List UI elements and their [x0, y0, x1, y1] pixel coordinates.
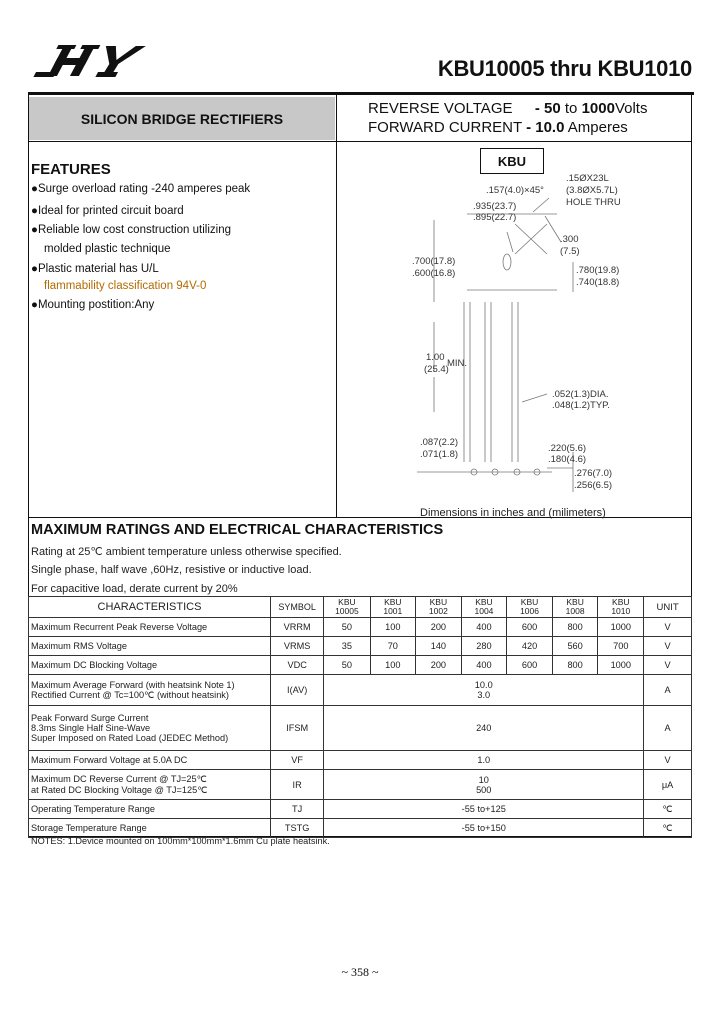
forward-current-label: FORWARD CURRENT	[368, 119, 522, 136]
row-value: 100	[370, 656, 416, 675]
dim-body-min: .740(18.8)	[576, 277, 620, 288]
row-value: 140	[416, 637, 462, 656]
dim-lead-length: 1.00	[426, 352, 445, 363]
avg-forward-without-heatsink: 3.0	[477, 690, 491, 700]
reverse-voltage-line	[368, 99, 647, 118]
row-value: 1000	[598, 656, 644, 675]
row-value: 1.0	[324, 751, 644, 770]
table-row	[29, 656, 692, 675]
reverse-voltage-label: REVERSE VOLTAGE	[368, 100, 513, 117]
row-unit: V	[644, 751, 692, 770]
row-characteristic: Maximum RMS Voltage	[29, 637, 271, 656]
forward-current-line	[368, 118, 647, 137]
row-unit: ℃	[644, 800, 692, 819]
row-unit: A	[644, 675, 692, 706]
table-row	[29, 675, 692, 706]
row-characteristic: Storage Temperature Range	[29, 819, 271, 838]
rating-note: Rating at 25℃ ambient temperature unless otherwise specified.	[31, 546, 342, 558]
row-characteristic	[29, 770, 271, 800]
feature-item: ●Reliable low cost construction utilizing	[31, 224, 231, 236]
row-value: 240	[324, 706, 644, 751]
row-value: 400	[461, 618, 507, 637]
row-symbol: TSTG	[271, 819, 324, 838]
dim-pitch-in: .300	[560, 234, 579, 245]
row-value: 400	[461, 656, 507, 675]
rv-from: 50	[544, 100, 561, 117]
rating-note: Single phase, half wave ,60Hz, resistive or inductive load.	[31, 564, 312, 576]
header-part: KBU 1010	[598, 597, 644, 618]
dim-chamfer: .157(4.0)×45°	[486, 185, 544, 196]
row-symbol: VRMS	[271, 637, 324, 656]
header-part: KBU 1006	[507, 597, 553, 618]
row-value: 560	[552, 637, 598, 656]
row-value: 600	[507, 656, 553, 675]
dim-hole-c: HOLE THRU	[566, 197, 621, 208]
dim-lead-dia-max: .052(1.3)DIA.	[552, 389, 609, 400]
row-value: 50	[324, 618, 370, 637]
row-characteristic: Maximum DC Blocking Voltage	[29, 656, 271, 675]
page-number: ~ 358 ~	[341, 965, 379, 979]
table-row	[29, 819, 692, 838]
dim-spacing-min: .180(4.6)	[548, 454, 587, 465]
row-value: 200	[416, 656, 462, 675]
row-value: 50	[324, 656, 370, 675]
row-value: 200	[416, 618, 462, 637]
dim-width-min: .895(22.7)	[473, 212, 517, 223]
row-value: -55 to+150	[324, 819, 644, 838]
row-value: -55 to+125	[324, 800, 644, 819]
fc-value: 10.0	[535, 119, 565, 136]
summary-divider	[28, 141, 692, 142]
row-unit: ℃	[644, 819, 692, 838]
row-characteristic: Maximum Forward Voltage at 5.0A DC	[29, 751, 271, 770]
dim-lead-dia-min: .048(1.2)TYP.	[552, 400, 610, 411]
row-symbol: TJ	[271, 800, 324, 819]
surge-line-3: Super Imposed on Rated Load (JEDEC Method)	[31, 733, 229, 743]
row-unit: μA	[644, 770, 692, 800]
dim-edge-min: .256(6.5)	[574, 480, 613, 491]
row-symbol: VDC	[271, 656, 324, 675]
surge-line-1: Peak Forward Surge Current	[31, 713, 149, 723]
row-characteristic	[29, 706, 271, 751]
dim-offset-max: .087(2.2)	[420, 437, 459, 448]
table-row	[29, 751, 692, 770]
header-unit: UNIT	[644, 597, 692, 618]
row-characteristic: Maximum Recurrent Peak Reverse Voltage	[29, 618, 271, 637]
row-symbol: I(AV)	[271, 675, 324, 706]
header-part: KBU 1004	[461, 597, 507, 618]
dim-hole-a: .15ØX23L	[566, 173, 609, 184]
dim-body-max: .780(19.8)	[576, 265, 620, 276]
table-row	[29, 618, 692, 637]
row-value	[324, 675, 644, 706]
header-part: KBU 10005	[324, 597, 370, 618]
header-characteristics: CHARACTERISTICS	[29, 597, 271, 618]
dim-offset-min: .071(1.8)	[420, 449, 459, 460]
row-characteristic	[29, 675, 271, 706]
fc-dash: -	[526, 119, 532, 136]
row-value: 280	[461, 637, 507, 656]
features-title: FEATURES	[31, 161, 111, 178]
dim-width-max: .935(23.7)	[473, 201, 517, 212]
reverse-current-line-2: at Rated DC Blocking Voltage @ TJ=125℃	[31, 784, 208, 795]
rating-note: For capacitive load, derate current by 20%	[31, 583, 238, 595]
package-label: KBU	[480, 148, 544, 174]
dimension-caption: Dimensions in inches and (milimeters)	[420, 507, 606, 519]
reverse-current-125c: 500	[476, 784, 492, 795]
reverse-current-line-1: Maximum DC Reverse Current @ TJ=25℃	[31, 773, 207, 784]
dim-lead-length-mm: (25.4)	[424, 364, 449, 375]
dim-edge-max: .276(7.0)	[574, 468, 613, 479]
row-value: 100	[370, 618, 416, 637]
row-value: 70	[370, 637, 416, 656]
table-header-row	[29, 597, 692, 618]
reverse-current-25c: 10	[478, 774, 489, 785]
dim-height-max: .700(17.8)	[412, 256, 456, 267]
product-category: SILICON BRIDGE RECTIFIERS	[29, 97, 335, 140]
header-part: KBU 1008	[552, 597, 598, 618]
row-value: 420	[507, 637, 553, 656]
feature-item: ●Plastic material has U/L	[31, 263, 159, 275]
feature-item: ●Mounting postition:Any	[31, 299, 155, 311]
dim-height-min: .600(16.8)	[412, 268, 456, 279]
table-row	[29, 706, 692, 751]
row-unit: A	[644, 706, 692, 751]
ratings-table	[28, 596, 692, 838]
row-value: 600	[507, 618, 553, 637]
row-value	[324, 770, 644, 800]
row-value: 1000	[598, 618, 644, 637]
row-unit: V	[644, 656, 692, 675]
row-unit: V	[644, 618, 692, 637]
table-row	[29, 637, 692, 656]
ratings-title: MAXIMUM RATINGS AND ELECTRICAL CHARACTERISTICS	[31, 522, 444, 538]
avg-forward-with-heatsink: 10.0	[474, 680, 493, 690]
dim-pitch-mm: (7.5)	[560, 246, 580, 257]
header-symbol: SYMBOL	[271, 597, 324, 618]
package-outline-drawing	[337, 172, 691, 512]
dim-hole-b: (3.8ØX5.7L)	[566, 185, 618, 196]
row-value: 35	[324, 637, 370, 656]
row-symbol: VF	[271, 751, 324, 770]
dim-spacing-max: .220(5.6)	[548, 443, 587, 454]
avg-forward-line-1: Maximum Average Forward (with heatsink Note 1)	[31, 679, 235, 690]
row-unit: V	[644, 637, 692, 656]
feature-item: ●Ideal for printed circuit board	[31, 205, 184, 217]
dim-lead-min: MIN.	[447, 358, 468, 369]
row-symbol: IFSM	[271, 706, 324, 751]
table-row	[29, 770, 692, 800]
voltage-current-summary	[368, 99, 647, 137]
row-symbol: IR	[271, 770, 324, 800]
avg-forward-line-2: Rectified Current @ Tc=100℃ (without heatsink)	[31, 689, 229, 700]
table-row	[29, 800, 692, 819]
footnote: NOTES: 1.Device mounted on 100mm*100mm*1.6mm Cu plate heatsink.	[31, 836, 330, 846]
hy-logo	[30, 42, 160, 84]
rv-unit: Volts	[614, 100, 648, 117]
feature-item: ●Surge overload rating -240 amperes peak	[31, 183, 251, 195]
rv-dash: -	[534, 100, 540, 117]
fc-unit: Amperes	[564, 119, 628, 136]
row-symbol: VRRM	[271, 618, 324, 637]
surge-line-2: 8.3ms Single Half Sine-Wave	[31, 723, 151, 733]
part-number-title: KBU10005 thru KBU1010	[437, 56, 692, 81]
rv-to-word: to	[560, 100, 582, 117]
row-value: 800	[552, 656, 598, 675]
row-value: 800	[552, 618, 598, 637]
header-part: KBU 1002	[416, 597, 462, 618]
row-characteristic: Operating Temperature Range	[29, 800, 271, 819]
feature-item: flammability classification 94V-0	[44, 280, 207, 292]
header-part: KBU 1001	[370, 597, 416, 618]
rv-to: 1000	[581, 100, 615, 117]
row-value: 700	[598, 637, 644, 656]
feature-item: molded plastic technique	[44, 243, 171, 255]
